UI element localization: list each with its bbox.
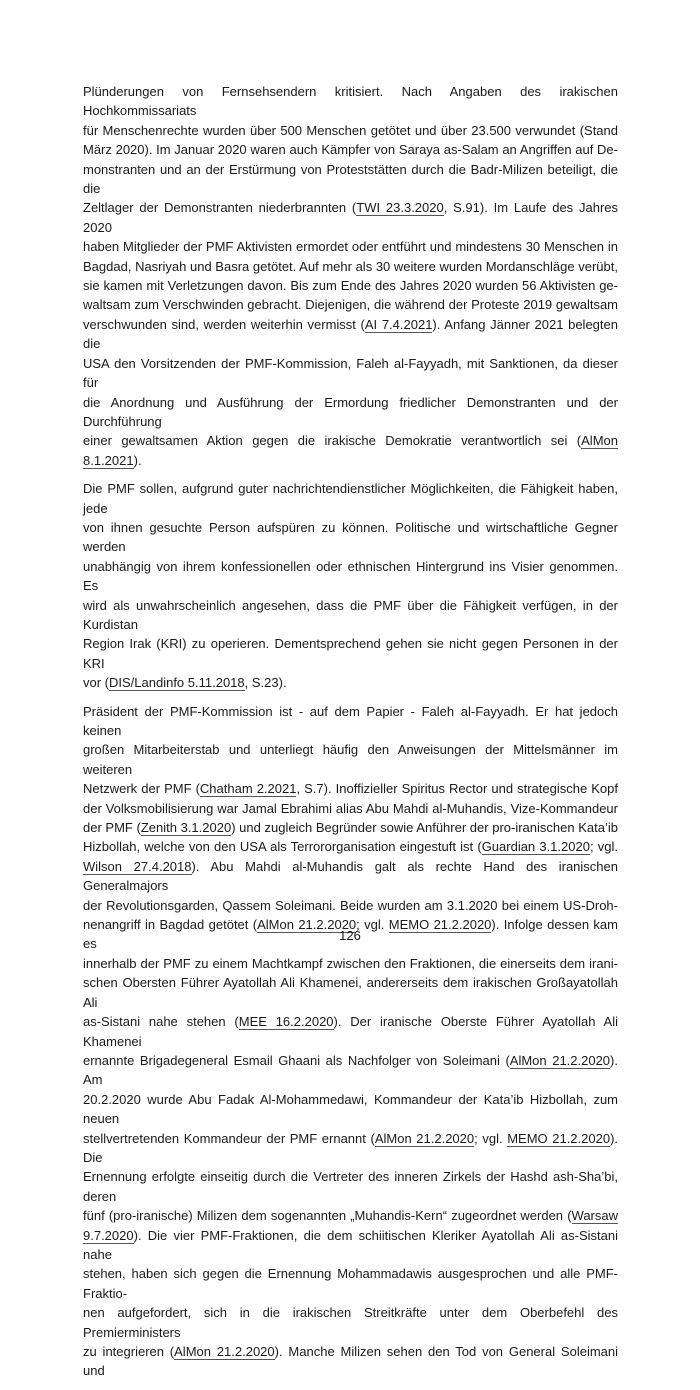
- text-line: [83, 673, 618, 692]
- text-line: [83, 295, 618, 314]
- text-line: [83, 315, 618, 354]
- body-text: Netzwerk der PMF (: [83, 781, 200, 797]
- text-line: [83, 1264, 618, 1303]
- citation-link[interactable]: MEMO 21.2.2020: [388, 917, 492, 933]
- body-text: , S.91). Im Laufe des Jahres 2020: [83, 200, 619, 235]
- text-line: [83, 1012, 618, 1051]
- text-line: [83, 634, 618, 673]
- text-line: [83, 557, 618, 596]
- body-text: März 2020). Im Januar 2020 waren auch Kämpfer von Saraya as-Salam an Angriffen auf De-: [83, 142, 618, 158]
- paragraph: [83, 702, 618, 1381]
- text-line: [83, 1303, 618, 1342]
- body-text: Bagdad, Nasriyah und Basra getötet. Auf mehr als 30 weitere wurden Mordanschläge verübt,: [83, 258, 618, 274]
- body-text: ). Die: [83, 1130, 619, 1165]
- text-line: [83, 818, 618, 837]
- body-text: Ernennung erfolgte einseitig durch die Vertreter des inneren Zirkels der Hashd ash-Sha’bi, deren: [83, 1169, 618, 1204]
- body-text: Zeltlager der Demonstranten niederbrannten (: [83, 200, 357, 216]
- text-line: [83, 896, 618, 915]
- text-line: [83, 857, 618, 896]
- citation-link[interactable]: AlMon 21.2.2020: [509, 1052, 611, 1068]
- body-text: haben Mitglieder der PMF Aktivisten ermordet oder entführt und mindestens 30 Menschen in: [83, 239, 618, 255]
- body-text: stellvertretenden Kommandeur der PMF ernannt (: [83, 1130, 375, 1146]
- text-line: [83, 1129, 618, 1168]
- text-line: [83, 837, 618, 856]
- body-text: ). Der iranische Oberste Führer Ayatollah Ali Khamenei: [83, 1014, 618, 1049]
- body-text: Präsident der PMF-Kommission ist - auf dem Papier - Faleh al-Fayyadh. Er hat jedoch keinen: [83, 703, 618, 738]
- citation-link[interactable]: Chatham 2.2021: [199, 781, 297, 797]
- body-text: ; vgl.: [474, 1130, 508, 1146]
- body-text: ernannte Brigadegeneral Esmail Ghaani als Nachfolger von Soleimani (: [83, 1052, 510, 1068]
- text-line: [83, 237, 618, 256]
- citation-link[interactable]: AI 7.4.2021: [364, 316, 433, 332]
- text-line: [83, 702, 618, 741]
- body-text: für Menschenrechte wurden über 500 Menschen getötet und über 23.500 verwundet (Stand: [83, 122, 618, 138]
- text-line: [83, 140, 618, 159]
- paragraph: [83, 479, 618, 692]
- body-text: der PMF (: [83, 820, 141, 836]
- body-text: , S.23).: [244, 675, 287, 691]
- body-text: USA den Vorsitzenden der PMF-Kommission, Faleh al-Fayyadh, mit Sanktionen, da dieser für: [83, 355, 618, 391]
- citation-link[interactable]: Warsaw: [571, 1208, 618, 1224]
- body-text: ). Anfang Jänner 2021 belegten die: [83, 316, 618, 352]
- text-line: [83, 973, 618, 1012]
- text-line: [83, 276, 618, 295]
- paragraph: [83, 82, 618, 470]
- text-line: [83, 160, 618, 199]
- body-text: ).: [133, 452, 142, 468]
- body-text: monstranten und an der Erstürmung von Proteststätten durch die Badr-Milizen beteiligt, die die: [83, 161, 618, 197]
- text-line: [83, 1051, 618, 1090]
- body-text: fünf (pro-iranische) Milizen dem sogenannten „Muhandis-Kern“ zugeordnet werden (: [83, 1208, 572, 1224]
- citation-link[interactable]: MEMO 21.2.2020: [507, 1130, 611, 1146]
- text-line: [83, 1167, 618, 1206]
- body-text: verschwunden sind, werden weiterhin vermisst (: [83, 316, 365, 332]
- body-text: einer gewaltsamen Aktion gegen die irakische Demokratie verantwortlich sei (: [83, 433, 582, 449]
- text-line: [83, 779, 618, 798]
- body-text: ). Manche Milizen sehen den Tod von General Soleimani und: [83, 1344, 619, 1379]
- body-text: ). Am: [83, 1052, 618, 1088]
- body-text: zu integrieren (: [83, 1344, 175, 1359]
- citation-link[interactable]: TWI 23.3.2020: [356, 200, 444, 216]
- text-line: [83, 596, 618, 635]
- text-line: [83, 1206, 618, 1225]
- document-body: [83, 82, 618, 1390]
- citation-link[interactable]: AlMon 21.2.2020: [174, 1344, 275, 1359]
- body-text: ). Infolge dessen kam es: [83, 917, 618, 952]
- body-text: as-Sistani nahe stehen (: [83, 1014, 239, 1030]
- citation-link[interactable]: AlMon 8.1.2021: [83, 433, 618, 468]
- text-line: [83, 121, 618, 140]
- body-text: ) und zugleich Begründer sowie Anführer der pro-iranischen Kata’ib: [231, 820, 618, 836]
- body-text: ; vgl.: [589, 839, 618, 855]
- text-line: [83, 1090, 618, 1129]
- text-line: [83, 354, 618, 393]
- body-text: wird als unwahrscheinlich angesehen, dass die PMF über die Fähigkeit verfügen, in der Kurdistan: [83, 597, 618, 632]
- body-text: die Anordnung und Ausführung der Ermordung friedlicher Demonstranten und der Durchführung: [83, 394, 618, 429]
- body-text: 20.2.2020 wurde Abu Fadak Al-Mohammedawi, Kommandeur der Kata’ib Hizbollah, zum neuen: [83, 1091, 618, 1127]
- body-text: sie kamen mit Verletzungen davon. Bis zum Ende des Jahres 2020 wurden 56 Aktivisten ge-: [83, 278, 618, 294]
- body-text: Die PMF sollen, aufgrund guter nachrichtendienstlicher Möglichkeiten, die Fähigkeit haben, jede: [83, 481, 618, 516]
- text-line: [83, 740, 618, 779]
- citation-link[interactable]: Wilson 27.4.2018: [83, 858, 192, 874]
- text-line: [83, 1342, 618, 1381]
- body-text: der Revolutionsgarden, Qassem Soleimani. Beide wurden am 3.1.2020 bei einem US-Droh-: [83, 897, 618, 913]
- body-text: großen Mitarbeiterstab und unterliegt häufig den Anweisungen der Mittelsmänner im weiteren: [83, 742, 618, 777]
- body-text: , S.7). Inoffizieller Spiritus Rector und strategische Kopf: [296, 781, 618, 797]
- citation-link[interactable]: AlMon 21.2.2020: [257, 917, 357, 933]
- text-line: [83, 431, 618, 470]
- body-text: innerhalb der PMF zu einem Machtkampf zwischen den Fraktionen, die einerseits dem irani-: [83, 955, 618, 971]
- body-text: vor (: [83, 675, 109, 691]
- body-text: schen Obersten Führer Ayatollah Ali Khamenei, andererseits dem irakischen Großayatollah Ali: [83, 975, 618, 1010]
- text-line: [83, 198, 618, 237]
- text-line: [83, 82, 618, 121]
- text-line: [83, 954, 618, 973]
- body-text: Hizbollah, welche von den USA als Terrororganisation eingestuft ist (: [83, 839, 482, 855]
- body-text: ; vgl.: [356, 917, 389, 933]
- body-text: unabhängig von ihrem konfessionellen oder ethnischen Hintergrund ins Visier genommen. Es: [83, 558, 618, 594]
- page-number: 126: [339, 928, 361, 943]
- body-text: nen aufgefordert, sich in die irakischen Streitkräfte unter dem Oberbefehl des Premierministers: [83, 1305, 618, 1340]
- body-text: von ihnen gesuchte Person aufspüren zu können. Politische und wirtschaftliche Gegner werden: [83, 519, 618, 555]
- body-text: ). Abu Mahdi al-Muhandis galt als rechte Hand des iranischen Generalmajors: [83, 858, 618, 894]
- text-line: [83, 257, 618, 276]
- body-text: Region Irak (KRI) zu operieren. Dementsprechend gehen sie nicht gegen Personen in der KRI: [83, 636, 618, 671]
- citation-link[interactable]: DIS/Landinfo 5.11.2018: [109, 675, 245, 691]
- body-text: waltsam zum Verschwinden gebracht. Diejenigen, die während der Proteste 2019 gewaltsam: [83, 297, 618, 313]
- text-line: [83, 393, 618, 432]
- text-line: [83, 518, 618, 557]
- citation-link[interactable]: Guardian 3.1.2020: [481, 839, 590, 855]
- body-text: stehen, haben sich gegen die Ernennung Mohammadawis ausgesprochen und alle PMF-Fraktio-: [83, 1266, 618, 1301]
- body-text: Plünderungen von Fernsehsendern kritisiert. Nach Angaben des irakischen Hochkommissariats: [83, 84, 618, 119]
- body-text: der Volksmobilisierung war Jamal Ebrahimi alias Abu Mahdi al-Muhandis, Vize-Kommandeur: [83, 800, 618, 816]
- citation-link[interactable]: Zenith 3.1.2020: [140, 820, 232, 836]
- body-text: ). Die vier PMF-Fraktionen, die dem schiitischen Kleriker Ayatollah Ali as-Sistani nahe: [83, 1227, 618, 1262]
- citation-link[interactable]: 9.7.2020: [83, 1227, 134, 1243]
- body-text: nenangriff in Bagdad getötet (: [83, 917, 258, 933]
- citation-link[interactable]: AlMon 21.2.2020: [374, 1130, 475, 1146]
- text-line: [83, 1226, 618, 1265]
- text-line: [83, 479, 618, 518]
- citation-link[interactable]: MEE 16.2.2020: [238, 1014, 334, 1030]
- text-line: [83, 799, 618, 818]
